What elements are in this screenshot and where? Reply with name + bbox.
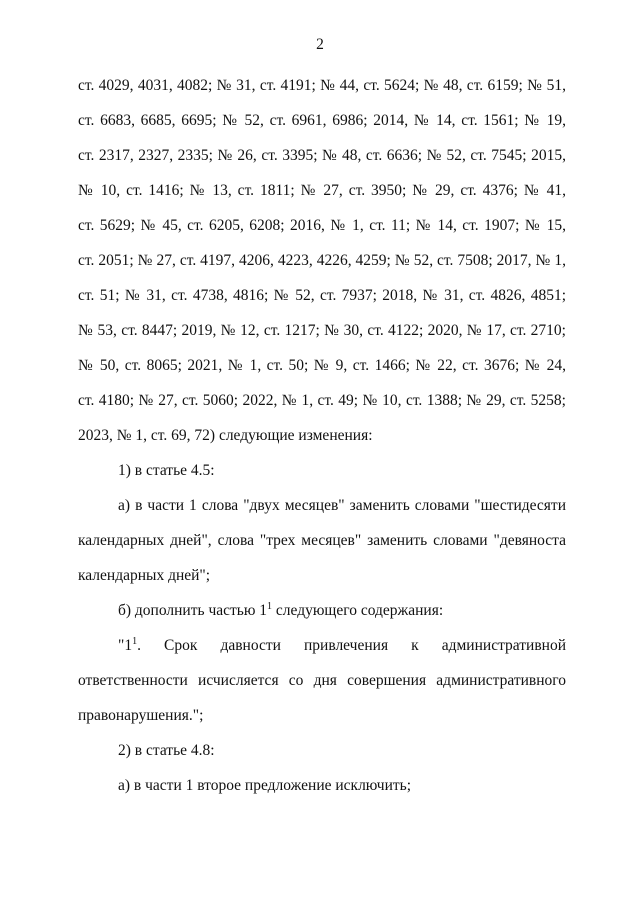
item-1b-after: следующего содержания: xyxy=(272,602,444,619)
text-line: ст. 2317, 2327, 2335; № 26, ст. 3395; № 48, ст. 6636; № 52, ст. 7545; 2015, xyxy=(78,147,566,164)
item-1-heading: 1) в статье 4.5: xyxy=(118,462,215,479)
text-line: ст. 5629; № 45, ст. 6205, 6208; 2016, № 1, ст. 11; № 14, ст. 1907; № 15, xyxy=(78,217,566,234)
text-line: ст. 4029, 4031, 4082; № 31, ст. 4191; № 44, ст. 5624; № 48, ст. 6159; № 51, xyxy=(78,77,566,94)
text-line: ст. 4180; № 27, ст. 5060; 2022, № 1, ст. 49; № 10, ст. 1388; № 29, ст. 5258; xyxy=(78,392,566,409)
text-line: № 10, ст. 1416; № 13, ст. 1811; № 27, ст. 3950; № 29, ст. 4376; № 41, xyxy=(78,182,566,199)
item-1a-line: а) в части 1 слова "двух месяцев" заменить словами "шестидесяти xyxy=(118,497,566,514)
text-line: № 53, ст. 8447; 2019, № 12, ст. 1217; № 30, ст. 4122; 2020, № 17, ст. 2710; xyxy=(78,322,566,339)
item-1b-superscript: 1 xyxy=(267,601,273,612)
quote-line-1 xyxy=(118,636,566,656)
quote-line-1-rest: . Срок давности привлечения к административной xyxy=(137,637,566,654)
text-line: № 50, ст. 8065; 2021, № 1, ст. 50; № 9, ст. 1466; № 22, ст. 3676; № 24, xyxy=(78,357,566,374)
item-2-heading: 2) в статье 4.8: xyxy=(118,742,215,759)
text-line: ст. 51; № 31, ст. 4738, 4816; № 52, ст. 7937; 2018, № 31, ст. 4826, 4851; xyxy=(78,287,566,304)
item-1a-line: календарных дней", слова "трех месяцев" заменить словами "девяноста xyxy=(78,532,566,549)
item-1b-line xyxy=(118,601,443,621)
text-line: 2023, № 1, ст. 69, 72) следующие изменения: xyxy=(78,427,373,444)
quote-line-3: правонарушения."; xyxy=(78,707,204,724)
text-line: ст. 2051; № 27, ст. 4197, 4206, 4223, 4226, 4259; № 52, ст. 7508; 2017, № 1, xyxy=(78,252,566,269)
item-1a-line: календарных дней"; xyxy=(78,567,211,584)
quote-superscript: 1 xyxy=(132,636,138,647)
item-2a-line: а) в части 1 второе предложение исключить; xyxy=(118,777,412,794)
quote-open: "1 xyxy=(118,637,133,654)
text-line: ст. 6683, 6685, 6695; № 52, ст. 6961, 6986; 2014, № 14, ст. 1561; № 19, xyxy=(78,112,566,129)
page-number: 2 xyxy=(316,36,324,53)
quote-line-2: ответственности исчисляется со дня совершения административного xyxy=(78,672,566,689)
item-1b-before: б) дополнить частью 1 xyxy=(118,602,268,619)
